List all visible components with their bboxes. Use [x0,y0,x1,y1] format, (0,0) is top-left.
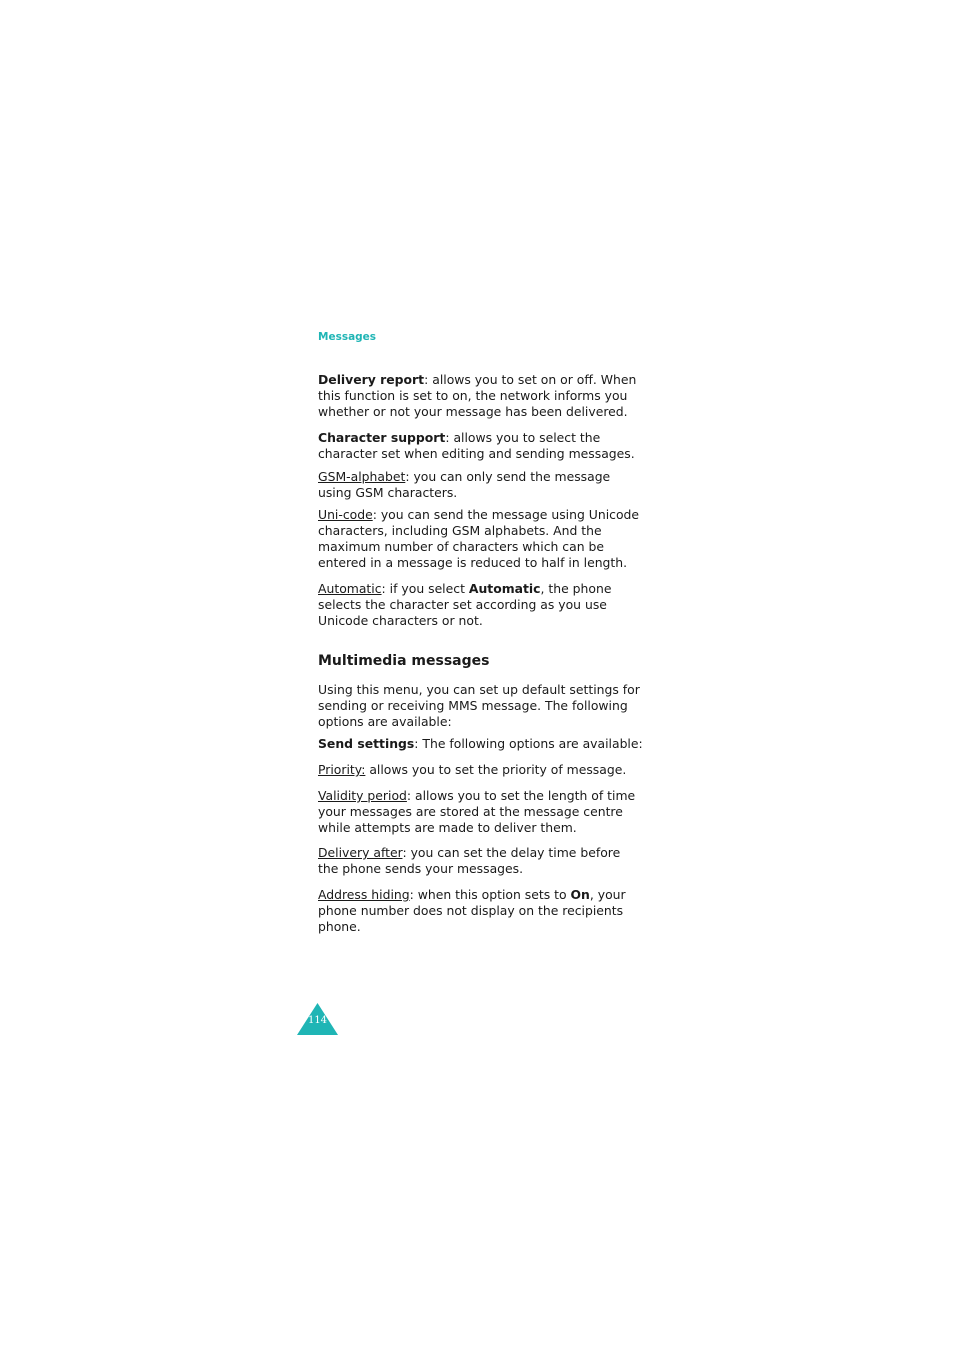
section-label: Messages [318,331,377,343]
gsm-alphabet-paragraph [318,469,643,501]
send-settings-text: : The following options are available: [414,736,643,751]
automatic-term: Automatic [318,581,382,596]
automatic-bold: Automatic [468,581,541,596]
priority-paragraph [318,762,643,778]
uni-code-term: Uni-code [318,507,373,522]
delivery-after-text: : you can set the delay time before the phone sends your messages. [318,845,621,876]
address-hiding-paragraph [318,887,643,935]
gsm-alphabet-term: GSM-alphabet [318,469,406,484]
delivery-report-text: : allows you to set on or off. When this function is set to on, the network informs you whether or not your message has been delivered. [318,372,637,419]
page-number-marker [297,1003,338,1035]
delivery-report-paragraph [318,372,643,420]
delivery-report-term: Delivery report [318,372,425,387]
uni-code-paragraph [318,507,643,571]
address-hiding-text-after: , your phone number does not display on the recipients phone. [318,887,626,934]
delivery-after-paragraph [318,845,643,877]
address-hiding-bold: On [570,887,590,902]
priority-text: allows you to set the priority of message. [365,762,627,777]
send-settings-term: Send settings [318,736,415,751]
send-settings-paragraph [318,736,648,752]
delivery-after-term: Delivery after [318,845,403,860]
uni-code-text: : you can send the message using Unicode characters, including GSM alphabets. And the maximum number of characters which can be entered in a message is reduced to half in length. [318,507,640,570]
validity-period-paragraph [318,788,643,836]
gsm-alphabet-text: : you can only send the message using GSM characters. [318,469,611,500]
priority-term: Priority: [318,762,366,777]
address-hiding-term: Address hiding [318,887,410,902]
automatic-text-after: , the phone selects the character set according as you use Unicode characters or not. [318,581,612,628]
multimedia-intro: Using this menu, you can set up default settings for sending or receiving MMS message. The following options are available: [318,682,640,729]
page-number: 114 [307,1015,328,1026]
character-support-term: Character support [318,430,446,445]
validity-period-term: Validity period [318,788,407,803]
validity-period-text: : allows you to set the length of time your messages are stored at the message centre while attempts are made to deliver them. [318,788,636,835]
address-hiding-text-before: : when this option sets to [409,887,571,902]
automatic-text-before: : if you select [381,581,469,596]
automatic-paragraph [318,581,643,629]
character-support-paragraph [318,430,643,462]
character-support-text: : allows you to select the character set when editing and sending messages. [318,430,635,461]
multimedia-heading: Multimedia messages [318,653,490,669]
